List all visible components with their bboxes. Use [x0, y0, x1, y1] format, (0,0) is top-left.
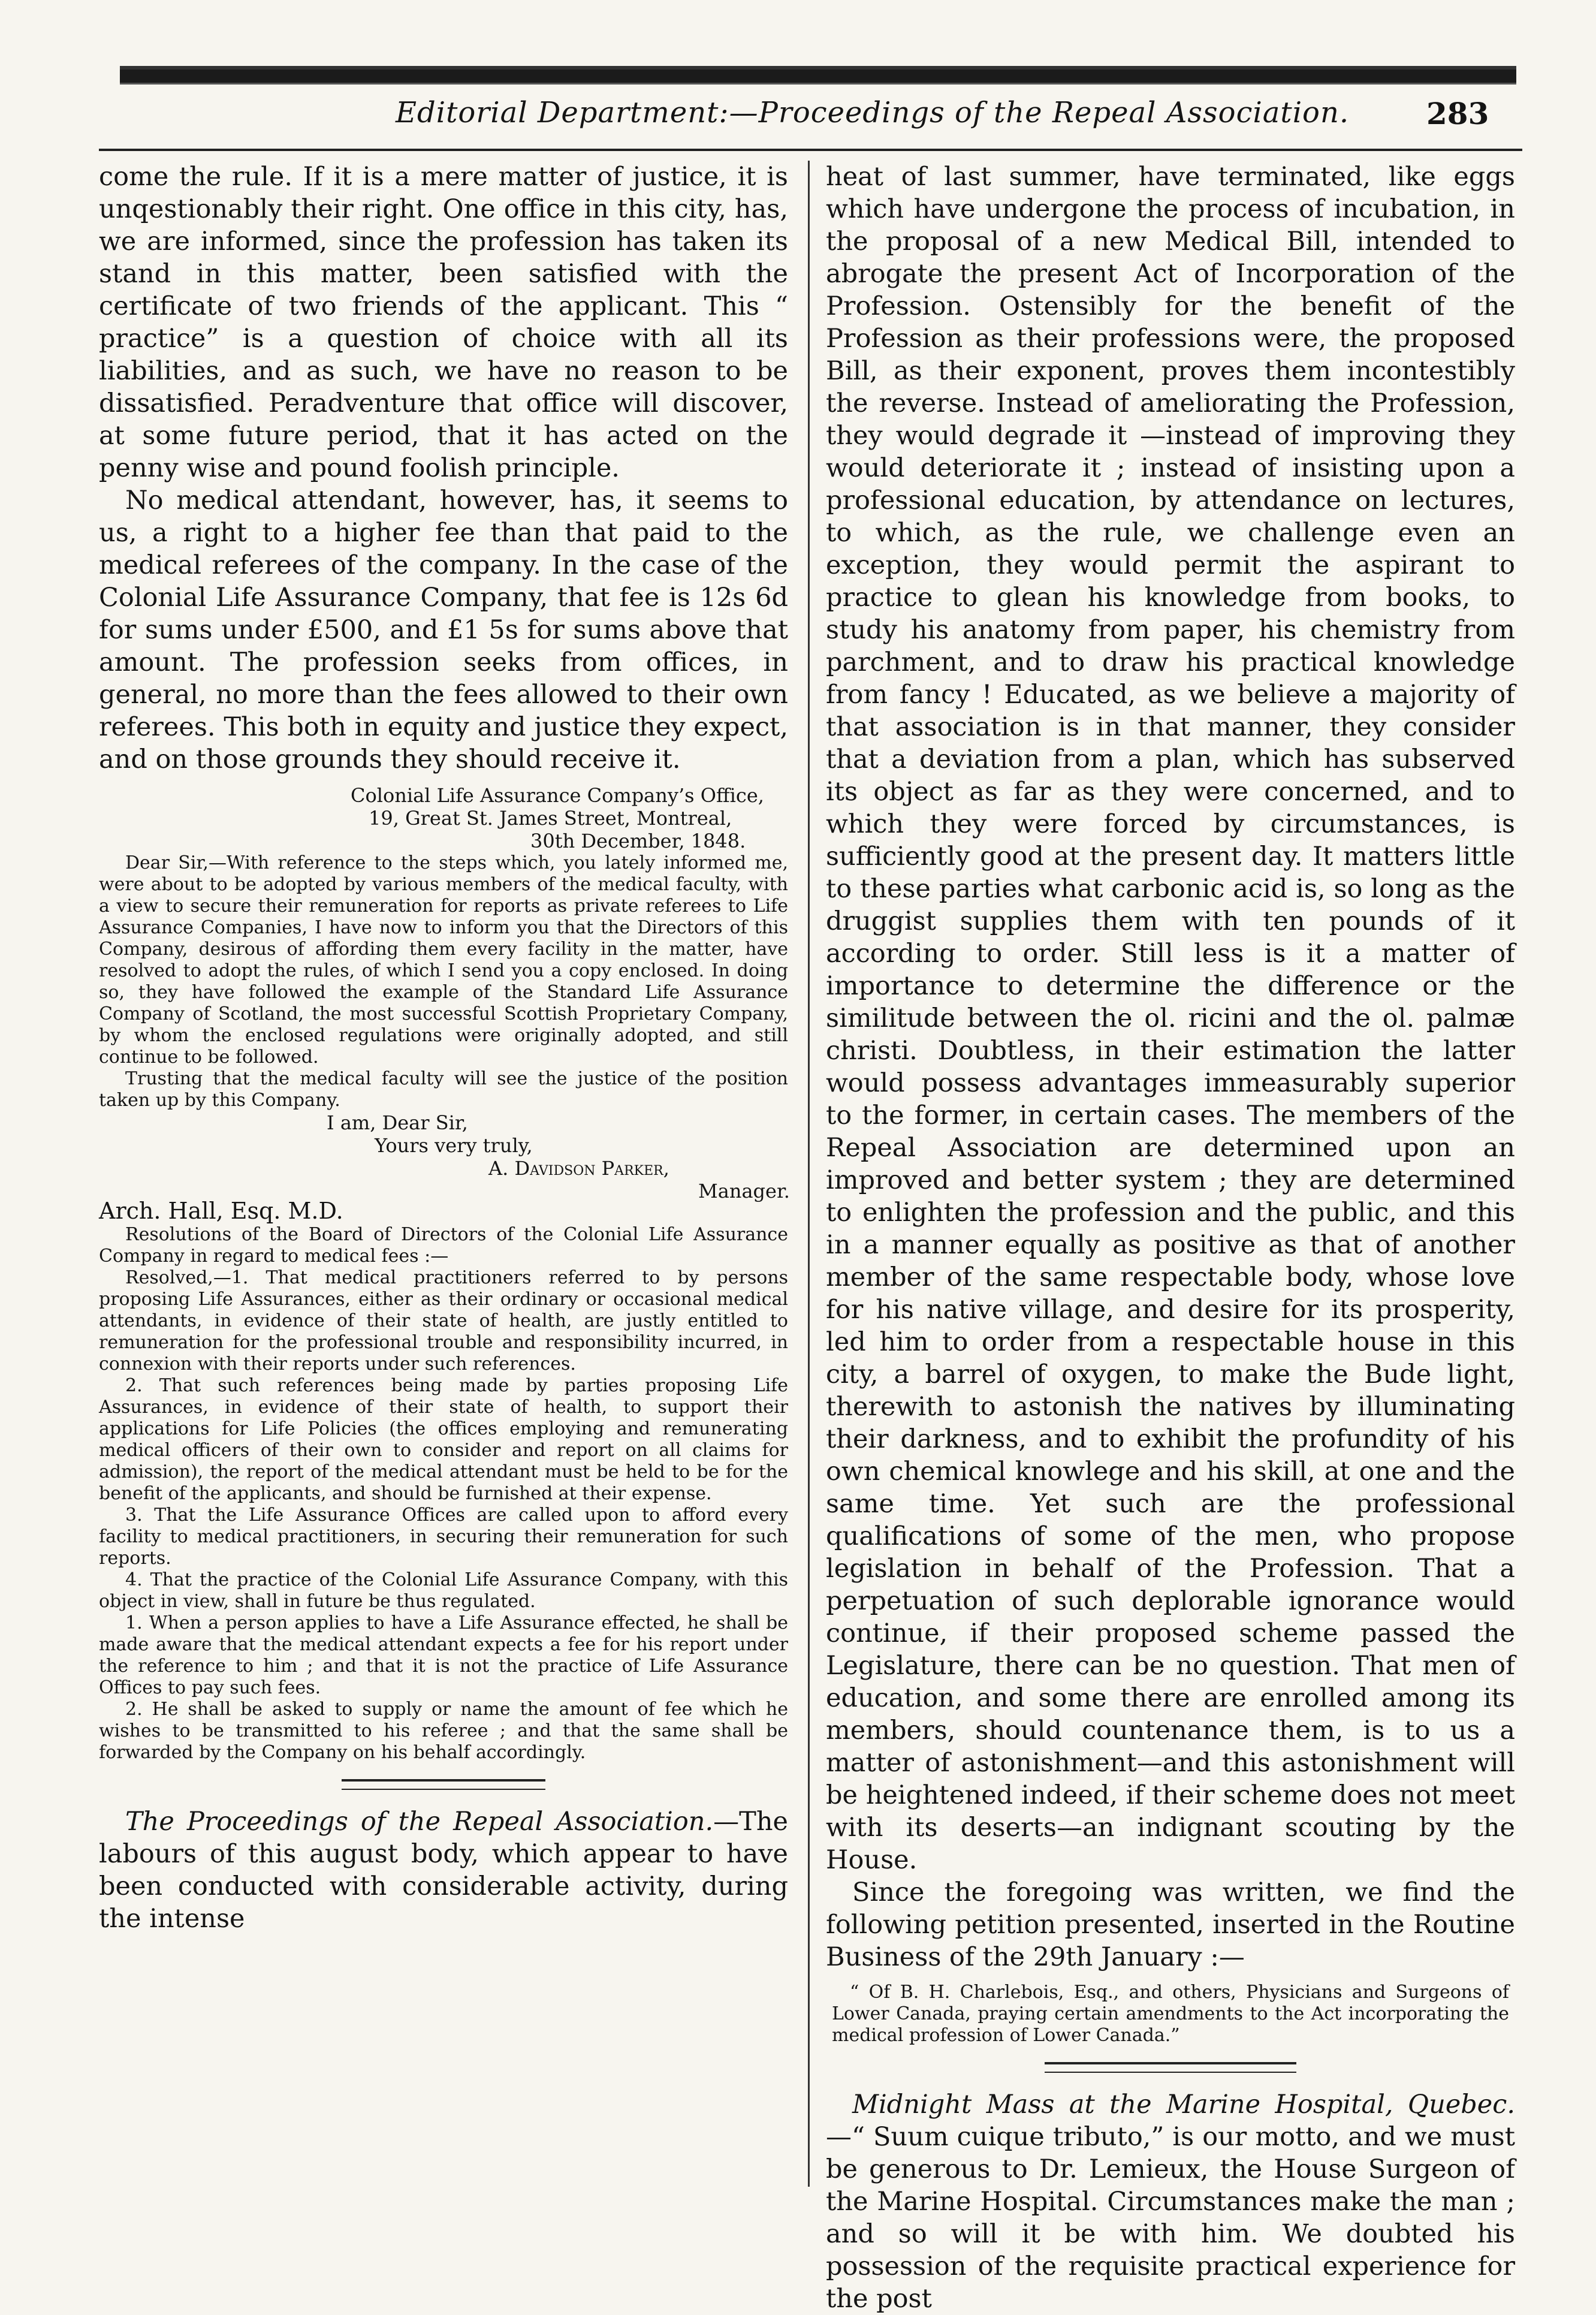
section-divider	[1045, 2062, 1296, 2073]
letter-address	[99, 784, 788, 852]
column-divider	[808, 161, 810, 2187]
resolution: 4. That the practice of the Colonial Life Assurance Company, with this object in view, shall in future be thus regulated.	[99, 1569, 788, 1612]
paragraph: No medical attendant, however, has, it seems to us, a right to a higher fee than that paid to the medical referees of the company. In the case of the Colonial Life Assurance Company, that fee is 12s 6d for sums under £500, and £1 5s for sums above that amount. The profession seeks from offices, in general, no more than the fees allowed to their own referees. This both in equity and justice they expect, and on those grounds they should receive it.	[99, 486, 788, 774]
paragraph: Since the foregoing was written, we find the following petition presented, inserted in the Routine Business of the 29th January :—	[826, 1877, 1515, 1972]
section-divider	[342, 1779, 545, 1790]
section-text: —The labours of this august body, which appear to have been conducted with considerable activity, during the intense	[99, 1807, 788, 1934]
letter-signoff	[99, 1111, 788, 1202]
left-column	[99, 161, 788, 2181]
resolution-subitem: 1. When a person applies to have a Life Assurance effected, he shall be made aware that the medical attendant expects a fee for his report under the reference to him ; and that it is not the practice of Life Assurance Offices to pay such fees.	[99, 1612, 788, 1698]
letter-body: Trusting that the medical faculty will see the justice of the position taken up by this Company.	[99, 1068, 788, 1111]
section-text: —“ Suum cuique tributo,” is our motto, and we must be generous to Dr. Lemieux, the House Surgeon of the Marine Hospital. Circumstances make the man ; and so will it be with him. We doubted his possession of the requisite practical experience for the post	[826, 2122, 1515, 2314]
paragraph	[826, 2088, 1515, 2315]
petition-quote: “ Of B. H. Charlebois, Esq., and others, Physicians and Surgeons of Lower Canada, praying certain amendments to the Act incorporating the medical profession of Lower Canada.”	[832, 1982, 1509, 2046]
top-ornamental-rule	[120, 66, 1516, 85]
header-rule	[99, 149, 1522, 151]
running-head: Editorial Department:—Proceedings of the Repeal Association.	[396, 96, 1350, 129]
paragraph: heat of last summer, have terminated, like eggs which have undergone the process of incubation, in the proposal of a new Medical Bill, intended to abrogate the present Act of Incorporation of the Profession. Ostensibly for the benefit of the Profession as their professions were, the proposed Bill, as their exponent, proves them incontestibly the reverse. Instead of ameliorating the Profession, they would degrade it —instead of improving they would deteriorate it ; instead of insisting upon a professional education, by attendance on lectures, to which, as the rule, we challenge even an exception, they would permit the aspirant to practice to glean his knowledge from books, to study his anatomy from paper, his chemistry from parchment, and to draw his practical knowledge from fancy ! Educated, as we believe a majority of that association is in that manner, they consider that a deviation from a plan, which has subserved its object as far as they were concerned, and to which they were forced by circumstances, is sufficiently good at the present day. It matters little to these parties what carbonic acid is, so long as the druggist supplies them with ten pounds of it according to order. Still less is it a matter of importance to determine the difference or the similitude between the ol. ricini and the ol. palmæ christi. Doubtless, in their estimation the latter would possess advantages immeasurably superior to the former, in certain cases. The members of the Repeal Association are determined upon an improved and better system ; they are determined to enlighten the profession and the public, and this in a manner equally as positive as that of another member of the same respectable body, whose love for his native village, and desire for its prosperity, led him to order from a respectable house in this city, a barrel of oxygen, to make the Bude light, therewith to astonish the natives by illuminating their darkness, and to exhibit the profundity of his own chemical knowlege and his skill, at one and the same time. Yet such are the professional qualifications of some of the men, who propose legislation in behalf of the Profession. That a perpetuation of such deplorable ignorance would continue, if their proposed scheme passed the Legislature, there can be no question. That men of education, and some there are enrolled among its members, should countenance them, is to us a matter of astonishment—and this astonishment will be heightened indeed, if their scheme does not meet with its deserts—an indignant scouting by the House.	[826, 162, 1515, 1875]
signoff-title: Manager.	[698, 1180, 790, 1202]
letter-body: Dear Sir,—With reference to the steps which, you lately informed me, were about to be adopted by various members of the medical faculty, with a view to secure their remuneration for reports as private referees to Life Assurance Companies, I have now to inform you that the Directors of this Company, desirous of affording them every facility in the matter, have resolved to adopt the rules, of which I send you a copy enclosed. In doing so, they have followed the example of the Standard Life Assurance Company of Scotland, the most successful Scottish Proprietary Company, by whom the enclosed regulations were originally adopted, and still continue to be followed.	[99, 852, 788, 1068]
resolutions-intro: Resolutions of the Board of Directors of the Colonial Life Assurance Company in regard to medical fees :—	[99, 1224, 788, 1267]
resolution: 2. That such references being made by parties proposing Life Assurances, in evidence of their state of health, to support their applications for Life Policies (the offices employing and remunerating medical officers of their own to consider and report on all claims for admission), the report of the medical attendant must be held to be for the benefit of the applicants, and should be furnished at their expense.	[99, 1375, 788, 1504]
resolution: 3. That the Life Assurance Offices are called upon to afford every facility to medical practitioners, in securing their remuneration for such reports.	[99, 1505, 788, 1569]
address-line: 19, Great St. James Street, Montreal,	[369, 807, 732, 830]
signoff-line: I am, Dear Sir,	[327, 1111, 468, 1134]
letter-addressee: Arch. Hall, Esq. M.D.	[99, 1198, 343, 1224]
address-line: Colonial Life Assurance Company’s Office,	[351, 784, 764, 807]
resolution-subitem: 2. He shall be asked to supply or name the amount of fee which he wishes to be transmitted to his referee ; and that the same shall be forwarded by the Company on his behalf accordingly.	[99, 1699, 788, 1763]
paragraph	[99, 1805, 788, 1935]
address-line: 30th December, 1848.	[530, 830, 746, 852]
paragraph: come the rule. If it is a mere matter of justice, it is unqestionably their right. One office in this city, has, we are informed, since the profession has taken its stand in this matter, been satisfied with the certificate of two friends of the applicant. This “ practice” is a question of choice with all its liabilities, and as such, we have no reason to be dissatisfied. Peradventure that office will discover, at some future period, that it has acted on the penny wise and pound foolish principle.	[99, 162, 788, 483]
section-heading: Midnight Mass at the Marine Hospital, Quebec.	[852, 2090, 1515, 2120]
section-heading: The Proceedings of the Repeal Association.	[125, 1807, 714, 1837]
signoff-name: A. Davidson Parker,	[488, 1157, 669, 1180]
signoff-line: Yours very truly,	[375, 1134, 533, 1157]
right-column	[826, 161, 1515, 2314]
page-number: 283	[1426, 96, 1489, 131]
resolution: Resolved,—1. That medical practitioners referred to by persons proposing Life Assurances, either as their ordinary or occasional medical attendants, in evidence of their state of health, are justly entitled to remuneration for the professional trouble and responsibility incurred, in connexion with their reports under such references.	[99, 1267, 788, 1374]
page-header	[0, 90, 1596, 144]
